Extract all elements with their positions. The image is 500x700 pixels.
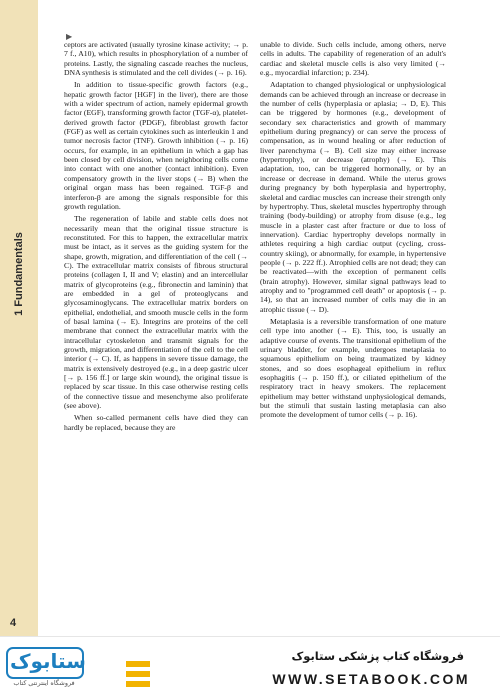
store-name: فروشگاه کتاب پزشکی ستابوک: [291, 651, 464, 663]
setabook-logo[interactable]: [6, 647, 156, 695]
chapter-sidebar: [0, 0, 38, 636]
right-text-column: [260, 40, 446, 640]
book-shelf-icon: [124, 657, 154, 693]
page-number: 4: [10, 617, 17, 629]
left-text-column: [64, 40, 248, 640]
paragraph: Adaptation to changed physiological or unphysiological demands can be achieved through an increase or decrease in the number of cells (hyperplasia or aplasia; → D, E). This can be triggered by hormones (e.g., development of secondary sex characteristics and growth of mammary epithelium during pregnancy) or can serve the process of compensation, as in wound healing or after reduction of liver parenchyma (→ B). Cell size may either increase (hypertrophy), or decrease (atrophy) (→ E). This adaptation, too, can be triggered hormonally, or by an increase or decrease in demand. While the uterus grows during pregnancy by both hyperplasia and hypertrophy, skeletal and cardiac muscles can increase their strength only by hypertrophy. Thus, skeletal muscles hypertrophy through training (body-building) or atrophy from disuse (e.g., leg muscle in a plaster cast after fracture or due to loss of innervation). Cardiac hypertrophy develops normally in athletes requiring a high cardiac output (cycling, cross-country skiing), or abnormally, for example, in hypertensive people (→ p. 222 ff.). Atrophied cells are not dead; they can be reactivated—with the exception of permanent cells (brain atrophy). However, similar signal pathways lead to atrophy and to "programmed cell death" or apoptosis (→ p. 14), so that an increased number of cells may die in an atrophic tissue (→ D).: [260, 80, 446, 314]
paragraph: The regeneration of labile and stable cells does not necessarily mean that the original tissue structure is reconstituted. For this to happen, the extracellular matrix must be intact, as it serves as the guiding system for the shape, growth, migration, and differentiation of the cell (→ C). The extracellular matrix consists of fibrous structural proteins (collagen I, II and V; elastin) and an intercellular matrix of glycoproteins (e.g., fibronectin and laminin) that are embedded in a gel of proteoglycans and glycosaminoglycans. The extracellular matrix borders on epithelial, endothelial, and smooth muscle cells in the form of basal lamina (→ E). Integrins are proteins of the cell membrane that connect the extracellular matrix with the intracellular cytoskeleton and transmit signals for the growth, migration, and differentiation of the cell to the cell interior (→ C). If, as happens in severe tissue damage, the matrix is extensively destroyed (e.g., in a deep gastric ulcer [→ p. 156 ff.] or large skin wound), the original tissue is replaced by scar tissue. In this case otherwise resting cells of the connective tissue and mesenchyme also proliferate (see above).: [64, 214, 248, 411]
continued-marker-icon: ▶: [66, 32, 73, 41]
paragraph: Metaplasia is a reversible transformation of one mature cell type into another (→ E). This, too, is usually an adaptive course of events. The transitional epithelium of the urinary bladder, for example, undergoes metaplasia to squamous epithelium on being traumatized by kidney stones, and so does esophageal epithelium in reflux esophagitis (→ p. 150 ff.), or ciliated epithelium of the respiratory tract in heavy smokers. The replacement epithelium may better withstand unphysiological demands, but the stimuli that sustain lasting metaplasia can also promote the development of tumor cells (→ p. 16).: [260, 316, 446, 420]
paragraph: When so-called permanent cells have died they can hardly be replaced, because they are: [64, 413, 248, 432]
paragraph: ceptors are activated (usually tyrosine kinase activity; → p. 7 f., A10), which results in phosphorylation of a number of proteins. Lastly, the signaling cascade reaches the nucleus, DNA synthesis is stimulated and the cell divides (→ p. 16).: [64, 40, 248, 78]
logo-tagline: فروشگاه اینترنتی کتاب: [13, 680, 75, 687]
paragraph: In addition to tissue-specific growth factors (e.g., hepatic growth factor [HGF] in the liver), there are those with a wider spectrum of action, namely epidermal growth factor (EGF), transforming growth factor (TGF-α), platelet-derived growth factor (PDGF), fibroblast growth factor (FGF) as well as certain cytokines such as interleukin 1 and tumor necrosis factor (TNF). Growth inhibition (→ p. 16) occurs, for example, in an epithelium in which a gap has been closed by cell division, when neighboring cells come into contact with one another (contact inhibition). Even compensatory growth in the liver stops (→ B) when the original organ mass has been regained. TGF-β and interferon-β are among the signals responsible for this growth regulation.: [64, 80, 248, 211]
store-url-link[interactable]: WWW.SETABOOK.COM: [272, 671, 470, 687]
publisher-footer: [0, 636, 500, 700]
paragraph: unable to divide. Such cells include, among others, nerve cells in adults. The capability of regeneration of an adult's cardiac and skeletal muscle cells is also very limited (→ e.g., myocardial infarction; p. 234).: [260, 40, 446, 78]
logo-name: ستابوک: [10, 651, 86, 673]
section-tab-label: 1 Fundamentals: [13, 232, 25, 316]
section-tab: [4, 228, 34, 320]
